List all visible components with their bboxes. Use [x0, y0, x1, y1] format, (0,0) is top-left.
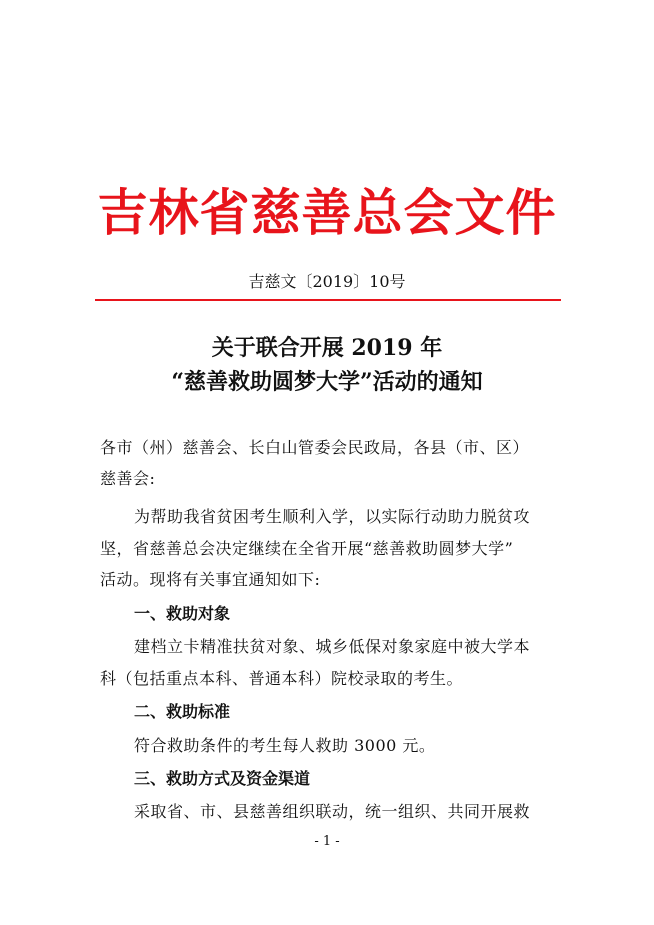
section-1-line-1: 建档立卡精准扶贫对象、城乡低保对象家庭中被大学本 [134, 637, 531, 656]
section-3-heading: 三、救助方式及资金渠道 [134, 769, 311, 788]
intro-line-3: 活动。现将有关事宜通知如下: [100, 570, 321, 589]
intro-line-2: 坚，省慈善总会决定继续在全省开展“慈善救助圆梦大学” [100, 539, 514, 558]
notice-title-line-2: “慈善救助圆梦大学”活动的通知 [171, 369, 483, 395]
masthead-title: 吉林省慈善总会文件 [97, 183, 557, 242]
page-number: - 1 - [314, 834, 340, 849]
notice-title-line-1: 关于联合开展 2019 年 [211, 335, 443, 361]
section-1-line-2: 科（包括重点本科、普通本科）院校录取的考生。 [100, 669, 464, 688]
intro-line-1: 为帮助我省贫困考生顺利入学，以实际行动助力脱贫攻 [134, 507, 531, 526]
salutation-line-2: 慈善会: [100, 469, 156, 488]
salutation-line-1: 各市（州）慈善会、长白山管委会民政局，各县（市、区） [100, 438, 530, 457]
section-2-heading: 二、救助标准 [134, 702, 231, 721]
section-1-heading: 一、救助对象 [134, 604, 231, 623]
red-divider-line [95, 299, 561, 301]
section-3-line-1: 采取省、市、县慈善组织联动，统一组织、共同开展救 [134, 802, 531, 821]
section-2-line-1: 符合救助条件的考生每人救助 3000 元。 [134, 736, 436, 755]
document-number: 吉慈文〔2019〕10号 [248, 272, 406, 291]
